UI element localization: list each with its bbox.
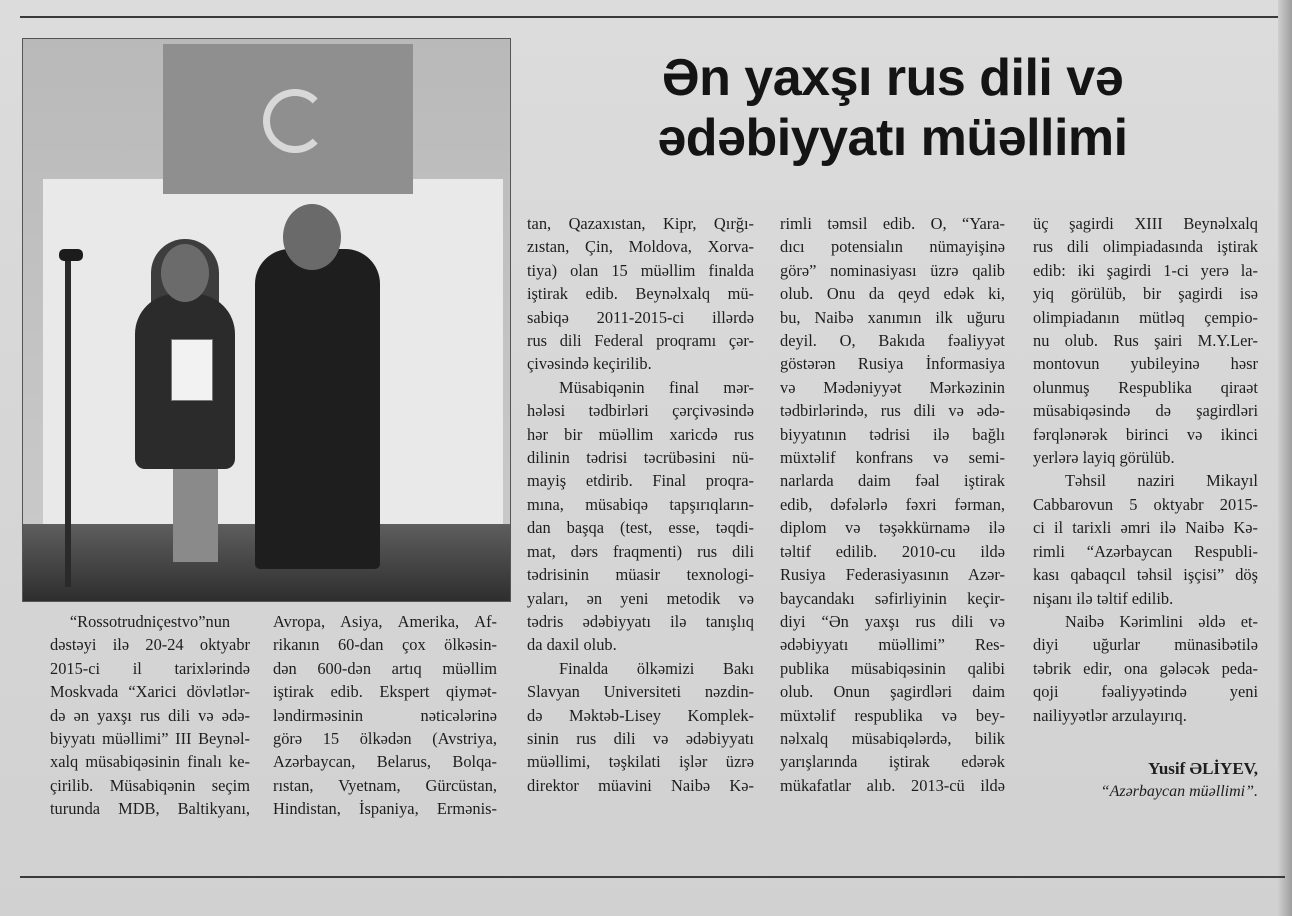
- text-line: tan, Qazaxıstan, Kipr, Qırğı-: [527, 214, 754, 233]
- text-line: Azərbaycan, Belarus, Bolqa-: [273, 752, 497, 772]
- text-line: hər bir müəllim xaricdə rus: [527, 424, 754, 444]
- text-line: çivəsində keçirilib.: [527, 354, 652, 374]
- text-line: qoji fəaliyyətində yeni: [1033, 682, 1258, 702]
- text-line: turunda MDB, Baltikyanı,: [50, 799, 250, 819]
- text-line: fərqlənərək birinci və ikinci: [1033, 424, 1258, 444]
- text-line: də Məktəb-Lisey Komplek-: [527, 705, 754, 725]
- text-line: ləndirməsinin nəticələrinə: [273, 705, 497, 725]
- text-line: nəlxalq müsabiqələrdə, bilik: [780, 728, 1005, 748]
- text-line: nailiyyətlər arzulayırıq.: [1033, 705, 1187, 725]
- text-line: mayiş etdirib. Final proqra-: [527, 471, 754, 491]
- text-line: dəstəyi ilə 20-24 oktyabr: [50, 635, 250, 655]
- text-line: xalq müsabiqəsinin finalı ke-: [50, 752, 250, 772]
- source-name: “Azərbaycan müəllimi”.: [1100, 783, 1258, 801]
- text-line: yarışlarında iştirak edərək: [780, 752, 1005, 772]
- text-line: rimli “Azərbaycan Respubli-: [1033, 541, 1258, 561]
- text-line: göstərən Rusiya İnformasiya: [780, 354, 1005, 374]
- text-line: də ən yaxşı rus dili və ədə-: [50, 705, 250, 725]
- text-line: görə 15 ölkədən (Avstriya,: [273, 729, 497, 749]
- text-line: müəllimi, təşkilati işlər üzrə: [527, 752, 754, 772]
- text-line: Rusiya Federasiyasının Azər-: [780, 565, 1005, 585]
- text-line: biyyatının tədrisi ilə bağlı: [780, 424, 1005, 444]
- text-line: və Mədəniyyət Mərkəzinin: [780, 377, 1005, 397]
- author-name: Yusif ƏLİYEV,: [1148, 758, 1258, 778]
- text-line: Avropa, Asiya, Amerika, Af-: [273, 612, 497, 631]
- text-line: görə” nominasiyası üzrə qalib: [780, 260, 1005, 280]
- text-line: sinin rus dili və ədəbiyyatı: [527, 728, 754, 748]
- text-line: bu, Naibə xanımın ilk uğuru: [780, 307, 1005, 327]
- text-line: müxtəlif respublika və bey-: [780, 705, 1005, 725]
- text-line: 2015-ci il tarixlərində: [50, 658, 250, 678]
- text-line: diplom və təşəkkürnamə ilə: [780, 518, 1005, 538]
- text-line: yiq görülüb, bir şagirdi isə: [1033, 284, 1258, 304]
- text-line: edib: iki şagirdi 1-ci yerə la-: [1033, 260, 1258, 280]
- text-line: Moskvada “Xarici dövlətlər-: [50, 682, 250, 702]
- text-line: “Rossotrudniçestvo”nun: [69, 612, 231, 631]
- diploma: [171, 339, 213, 401]
- text-line: tədris ədəbiyyatı ilə tanışlıq: [527, 611, 754, 631]
- text-line: sabiqə 2011-2015-ci illərdə: [527, 307, 754, 327]
- text-line: nişanı ilə təltif edilib.: [1033, 588, 1174, 608]
- text-column-5: [1033, 212, 1258, 804]
- text-line: olub. Onu da qeyd edək ki,: [780, 284, 1005, 304]
- text-line: Hindistan, İspaniya, Ermənis-: [273, 799, 497, 819]
- microphone-stand: [65, 257, 71, 587]
- page-edge: [1278, 0, 1292, 916]
- text-line: çirilib. Müsabiqənin seçim: [50, 775, 250, 795]
- text-line: tədbirlərində, rus dili və ədə-: [780, 401, 1005, 421]
- text-line: rimli təmsil edib. O, “Yara-: [780, 214, 1005, 233]
- text-column-1: [50, 610, 250, 821]
- text-line: edib, dəfələrlə fəxri fərman,: [780, 494, 1005, 514]
- text-line: tədrisinin müasir texnologi-: [527, 565, 754, 585]
- flag: [163, 44, 413, 194]
- text-column-2: [273, 610, 497, 821]
- text-line: təbrik edir, ona gələcək peda-: [1033, 658, 1258, 678]
- text-line: iştirak edib. Ekspert qiymət-: [273, 682, 497, 702]
- bottom-rule: [20, 876, 1285, 878]
- microphone: [59, 249, 83, 261]
- text-line: direktor müavini Naibə Kə-: [527, 775, 754, 795]
- article-headline: [520, 48, 1265, 168]
- text-line: dilinin tədrisi təcrübəsini nü-: [527, 448, 754, 468]
- text-line: zıstan, Çin, Moldova, Xorva-: [527, 237, 754, 257]
- text-line: dən 600-dən artıq müəllim: [273, 658, 497, 678]
- text-line: rus dili Federal proqramı çər-: [527, 331, 754, 351]
- text-line: müxtəlif konfrans və semi-: [780, 448, 1005, 468]
- text-line: kası qabaqcıl təhsil işçisi” döş: [1033, 565, 1258, 585]
- text-line: rıstan, Vyetnam, Gürcüstan,: [273, 775, 497, 795]
- text-line: rikanın 60-dan çox ölkəsin-: [273, 635, 497, 655]
- text-line: diyi “Ən yaxşı rus dili və: [780, 611, 1005, 631]
- text-line: deyil. O, Bakıda fəaliyyət: [780, 331, 1005, 351]
- text-line: narlarda daim fəal iştirak: [780, 471, 1005, 491]
- text-line: mına, müsabiqə tapşırıqların-: [527, 494, 754, 514]
- article-photo: [22, 38, 511, 602]
- text-line: dıcı potensialın nümayişinə: [780, 237, 1005, 257]
- text-line: üç şagirdi XIII Beynəlxalq: [1033, 214, 1258, 233]
- text-line: Naibə Kərimlini əldə et-: [1065, 611, 1258, 631]
- text-line: Slavyan Universiteti nəzdin-: [527, 682, 754, 702]
- text-line: olub. Onun şagirdləri daim: [780, 682, 1005, 702]
- text-column-3: [527, 212, 754, 797]
- text-line: Cabbarovun 5 oktyabr 2015-: [1033, 494, 1258, 514]
- text-line: publika müsabiqəsinin qalibi: [780, 658, 1005, 678]
- text-line: Müsabiqənin final mər-: [559, 377, 754, 397]
- text-line: da daxil olub.: [527, 635, 617, 655]
- text-line: ədəbiyyatı müəllimi” Res-: [780, 635, 1005, 655]
- text-line: dan başqa (test, esse, təqdi-: [527, 518, 754, 538]
- text-column-4: [780, 212, 1005, 797]
- text-line: ci il tarixli əmri ilə Naibə Kə-: [1033, 518, 1258, 538]
- text-line: yaları, ən yeni metodik və: [527, 588, 754, 608]
- text-line: hələsi tədbirləri çərçivəsində: [527, 401, 754, 421]
- text-line: diyi uğurlar münasibətilə: [1033, 635, 1258, 655]
- top-rule: [20, 16, 1285, 18]
- text-line: təltif edilib. 2010-cu ildə: [780, 541, 1005, 561]
- text-line: montovun yubileyinə həsr: [1033, 354, 1258, 374]
- text-line: Finalda ölkəmizi Bakı: [559, 658, 754, 678]
- text-line: müsabiqəsində də şagirdləri: [1033, 401, 1258, 421]
- text-line: mükafatlar alıb. 2013-cü ildə: [780, 775, 1005, 795]
- text-line: iştirak edib. Beynəlxalq mü-: [527, 284, 754, 304]
- text-line: mat, dərs fraqmenti) rus dili: [527, 541, 754, 561]
- text-line: baycandakı səfirliyinin keçir-: [780, 588, 1005, 608]
- text-line: rus dili olimpiadasında iştirak: [1033, 237, 1258, 257]
- text-line: Təhsil naziri Mikayıl: [1065, 471, 1258, 491]
- text-line: olunmuş Respublika qiraət: [1033, 377, 1258, 397]
- text-line: tiya) olan 15 müəllim finalda: [527, 260, 754, 280]
- man-figure: [255, 249, 380, 569]
- text-line: nu olub. Rus şairi M.Y.Ler-: [1033, 331, 1258, 351]
- text-line: olimpiadanın mütləq çempio-: [1033, 307, 1258, 327]
- headline-line: ədəbiyyatı müəllimi: [657, 109, 1128, 167]
- text-line: biyyatı müəllimi” III Beynəl-: [50, 729, 250, 749]
- text-line: yerlərə layiq görülüb.: [1033, 448, 1175, 468]
- headline-line: Ən yaxşı rus dili və: [661, 49, 1124, 107]
